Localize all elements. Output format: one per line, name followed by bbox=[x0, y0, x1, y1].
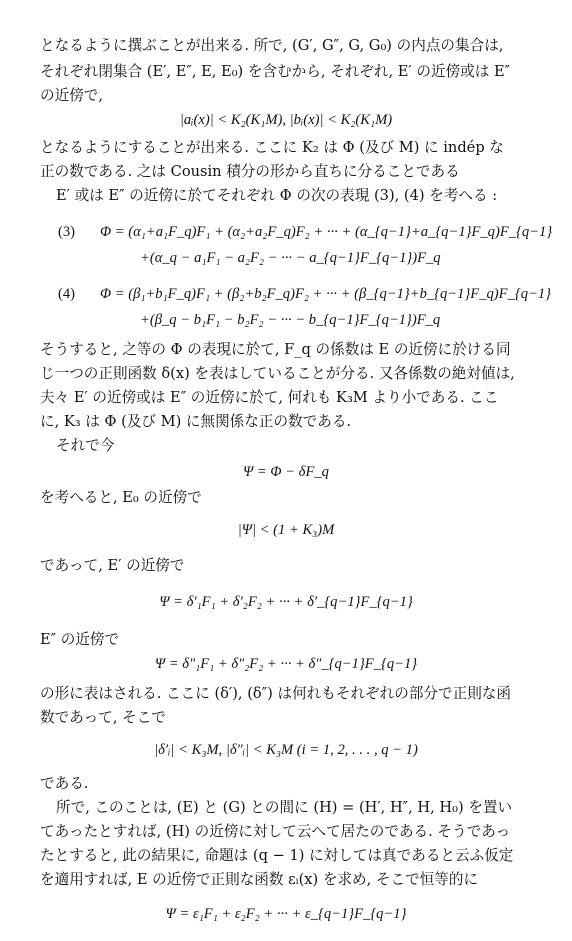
text-line: となるようにすることが出来る. ここに K₂ は Φ (及び M) に indép な bbox=[40, 139, 504, 156]
equation: |δ′ᵢ| < K₃M, |δ″ᵢ| < K₃M (i = 1, 2, . . . , q − 1) bbox=[154, 742, 418, 758]
text-line: そうすると, 之等の Φ の表現に於て, F_q の係数は E の近傍に於ける同 bbox=[40, 341, 511, 358]
equation-3-line-1: Φ = (α₁+a₁F_q)F₁ + (α₂+a₂F_q)F₂ + ··· + (α_{q−1}+a_{q−1}F_q)F_{q−1} bbox=[100, 224, 553, 240]
text-line: 正の数である. 之は Cousin 積分の形から直ちに分ることである bbox=[40, 163, 460, 180]
equation-tag-3: (3) bbox=[58, 224, 76, 240]
text-line: じ一つの正則函数 δ(x) を表はしていることが分る. 又各係数の絶対値は, bbox=[40, 365, 515, 382]
text-line: 所で, このことは, (E) と (G) との間に (H) = (H′, H″, H, H₀) を置い bbox=[56, 799, 513, 816]
text-line: E′ 或は E″ の近傍に於てそれぞれ Φ の次の表現 (3), (4) を考へる : bbox=[56, 187, 498, 204]
equation: Ψ = δ″₁F₁ + δ″₂F₂ + ··· + δ″_{q−1}F_{q−1} bbox=[154, 656, 418, 672]
equation: |aᵢ(x)| < K₂(K₁M), |bᵢ(x)| < K₂(K₁M) bbox=[179, 112, 393, 128]
text-line: 数であって, そこで bbox=[40, 709, 166, 726]
text-line: を考へると, E₀ の近傍で bbox=[40, 489, 202, 506]
text-line: の近傍で, bbox=[40, 87, 104, 104]
text-line: であって, E′ の近傍で bbox=[40, 557, 185, 574]
text-line: それで今 bbox=[56, 437, 115, 454]
equation: |Ψ| < (1 + K₃)M bbox=[237, 522, 335, 538]
equation-4-line-1: Φ = (β₁+b₁F_q)F₁ + (β₂+b₂F_q)F₂ + ··· + (β_{q−1}+b_{q−1}F_q)F_{q−1} bbox=[100, 286, 551, 302]
text-line: となるように撰ぶことが出来る. 所で, (G′, G″, G, G₀) の内点の集合は, bbox=[40, 37, 504, 54]
text-line: に, K₃ は Φ (及び M) に無関係な正の数である. bbox=[40, 413, 352, 430]
text-line: を適用すれば, E の近傍で正則な函数 εᵢ(x) を求め, そこで恒等的に bbox=[40, 871, 479, 888]
equation-3-line-2: +(α_q − a₁F₁ − a₂F₂ − ··· − a_{q−1}F_{q−1})F_q bbox=[140, 250, 441, 266]
text-line: てあったとすれば, (H) の近傍に対して云へて居たのである. そうであっ bbox=[40, 823, 511, 840]
text-line: 夫々 E′ の近傍或は E″ の近傍に於て, 何れも K₃M より小である. ここ bbox=[40, 389, 499, 406]
text-line: たとすると, 此の結果に, 命題は (q − 1) に対しては真であると云ふ仮定 bbox=[40, 847, 514, 864]
equation-tag-4: (4) bbox=[58, 286, 76, 302]
equation-4-line-2: +(β_q − b₁F₁ − b₂F₂ − ··· − b_{q−1}F_{q−1})F_q bbox=[140, 312, 441, 328]
text-line: E″ の近傍で bbox=[40, 631, 120, 648]
equation: Ψ = Φ − δF_q bbox=[243, 464, 329, 480]
equation: Ψ = δ′₁F₁ + δ′₂F₂ + ··· + δ′_{q−1}F_{q−1} bbox=[159, 594, 413, 610]
text-line: それぞれ閉集合 (E′, E″, E, E₀) を含むから, それぞれ, E′ の近傍或は E″ bbox=[40, 63, 511, 80]
equation: Ψ = ε₁F₁ + ε₂F₂ + ··· + ε_{q−1}F_{q−1} bbox=[165, 906, 407, 922]
text-line: である. bbox=[40, 775, 89, 792]
text-line: の形に表はされる. ここに (δ′), (δ″) は何れもそれぞれの部分で正則な函 bbox=[40, 685, 511, 702]
